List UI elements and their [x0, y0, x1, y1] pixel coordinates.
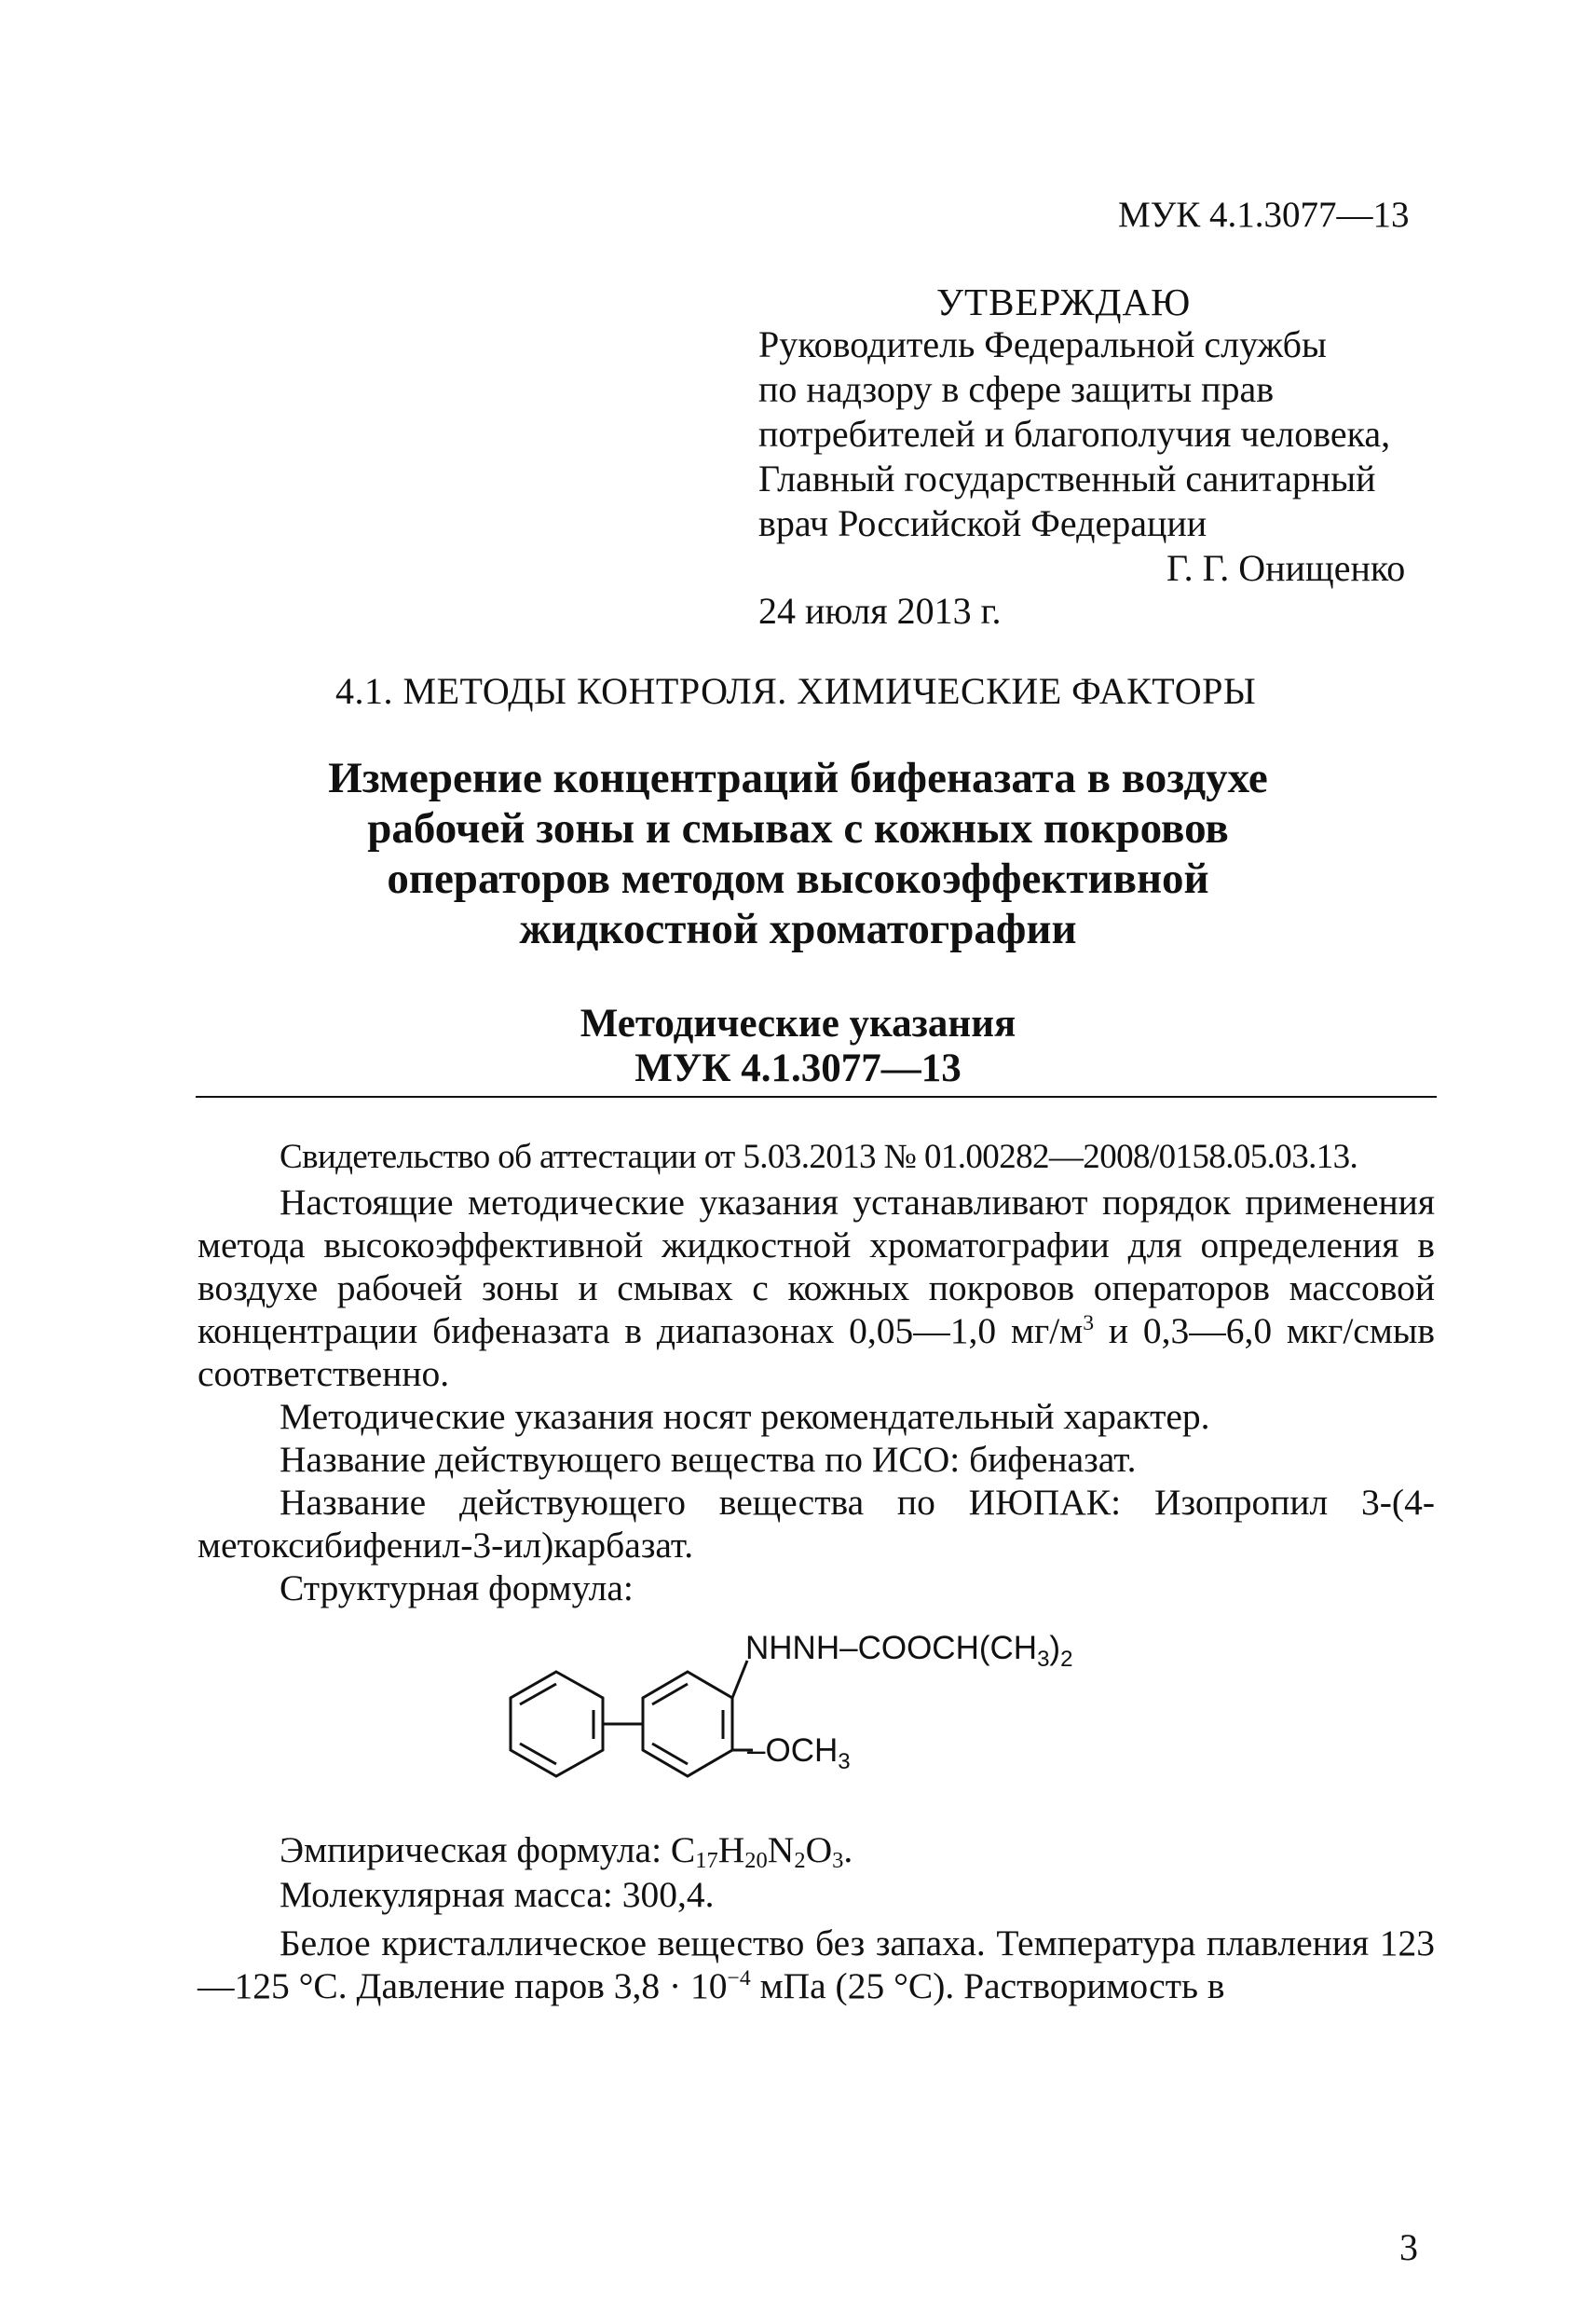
ring-double-bond [652, 1684, 688, 1704]
approval-line: по надзору в сфере защиты прав [758, 368, 1275, 410]
certificate-line: Свидетельство об аттестации от 5.03.2013 № 01.00282—2008/0158.05.03.13. [280, 1138, 1358, 1176]
pressure-exponent: −4 [727, 1965, 751, 1991]
methoxyphenyl-ring [643, 1672, 732, 1776]
molar-mass-line: Молекулярная масса: 300,4. [280, 1874, 715, 1915]
phenyl-double-bond [520, 1684, 556, 1704]
page-number: 3 [1399, 2226, 1418, 2268]
title-divider [196, 1096, 1437, 1098]
approval-line: потребителей и благополучия человека, [758, 413, 1391, 455]
properties-paragraph: Белое кристаллическое вещество без запаха. Температура плавления 123—125 °C. Давление паров $3,8 \cdot 10^{-4}$ мПа (25 °C). Растворимость в [198, 1922, 1435, 2006]
title-line: жидкостной хроматографии [519, 905, 1077, 953]
scope-paragraph [198, 1181, 1435, 1395]
ring-double-bond [652, 1744, 688, 1764]
iso-name-line: Название действующего вещества по ИСО: бифеназат. [280, 1439, 1137, 1480]
scope-text: Настоящие методические указания устанавливают порядок применения метода высокоэффективной жидкостной хроматографии для определения в воздухе рабочей зоны и смывах с кожных покровов операторов массовой концентрации бифеназата в диапазонах 0,05—1,0 мг/м [198, 1182, 1435, 1351]
iupac-name-paragraph: Название действующего вещества по ИЮПАК: Изопропил 3-(4-метоксибифенил-3-ил)карбазат. [198, 1482, 1435, 1566]
approval-line: врач Российской Федерации [758, 502, 1207, 544]
title-line: рабочей зоны и смывах с кожных покровов [367, 804, 1229, 853]
phenyl-double-bond [520, 1744, 556, 1764]
document-code: МУК 4.1.3077—13 [1118, 195, 1410, 235]
approval-line: Главный государственный санитарный [758, 458, 1376, 499]
approval-line: Руководитель Федеральной службы [758, 323, 1327, 365]
phenyl-ring [511, 1672, 603, 1776]
subtitle-line: МУК 4.1.3077—13 [634, 1047, 962, 1090]
scope-unit-exponent: 3 [1083, 1310, 1095, 1335]
section-heading: 4.1. МЕТОДЫ КОНТРОЛЯ. ХИМИЧЕСКИЕ ФАКТОРЫ [335, 670, 1257, 712]
methoxy-group-label: $-OCH_3$ [747, 1732, 851, 1774]
approver-name: Г. Г. Онищенко [1166, 547, 1406, 589]
scope-tail: и 0,3—6,0 мкг/смыв соответственно. [198, 1310, 1436, 1394]
structural-formula-diagram [494, 1621, 1165, 1808]
subtitle-line: Методические указания [580, 1002, 1016, 1046]
approval-date: 24 июля 2013 г. [758, 590, 1002, 632]
title-line: Измерение концентраций бифеназата в воздухе [328, 754, 1268, 802]
structure-label: Структурная формула: [280, 1567, 634, 1608]
hydrazinecarboxylate-group-label: NHNH–$COOCH(CH_3)_2$ [745, 1630, 1073, 1672]
title-line: операторов методом высокоэффективной [387, 855, 1209, 903]
approval-heading: УТВЕРЖДАЮ [936, 280, 1192, 323]
empirical-formula-line: Эмпирическая формула: $C_{17}H_{20}N_2O_3$. [280, 1829, 853, 1874]
hydrazine-bond [732, 1661, 747, 1698]
recommendation-line: Методические указания носят рекомендательный характер. [280, 1396, 1210, 1437]
